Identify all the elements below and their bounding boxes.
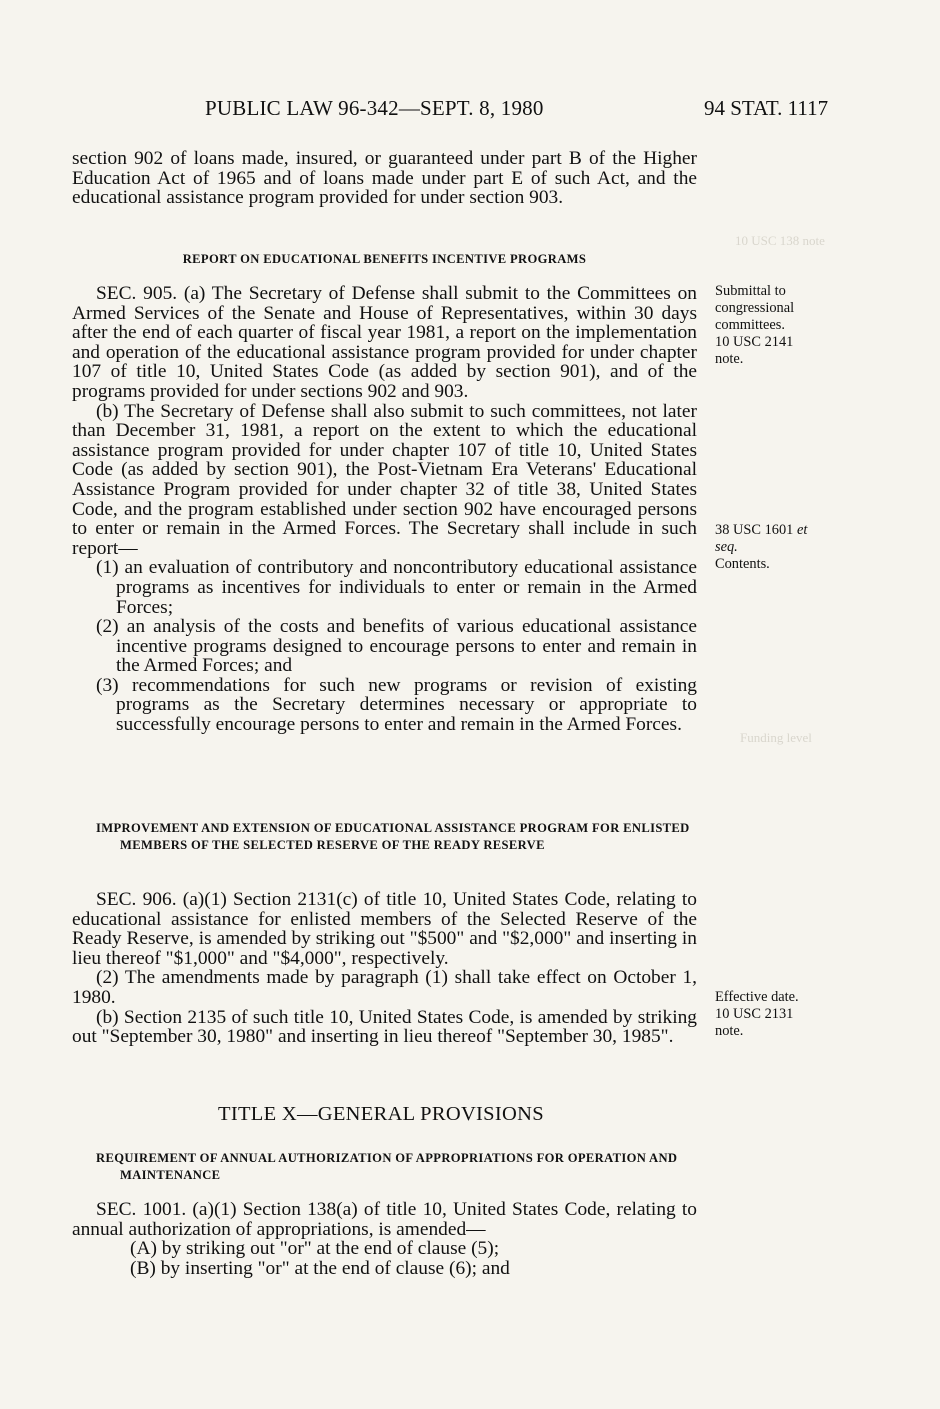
title-x-heading: TITLE X—GENERAL PROVISIONS <box>218 1103 544 1125</box>
bleed-through-text: Funding level <box>740 730 812 745</box>
section-906-para-a1: SEC. 906. (a)(1) Section 2131(c) of title 10, United States Code, relating to educational assistance for enlisted members of the Selected Reserve of the Ready Reserve, is amended by striking out "$500" and "$2,000" and inserting in lieu thereof "$1,000" and "$4,000", respectively. <box>72 889 697 969</box>
margin-note-effective-date: Effective date. 10 USC 2131 note. <box>715 989 799 1039</box>
intro-paragraph <box>72 149 697 208</box>
list-item: (1) an evaluation of contributory and noncontributory educational assistance programs as incentives for individuals to enter or remain in the Armed Forces; <box>96 557 697 618</box>
section-1001-body <box>72 1200 697 1278</box>
section-906-heading: IMPROVEMENT AND EXTENSION OF EDUCATIONAL ASSISTANCE PROGRAM FOR ENLISTED MEMBERS OF THE SELECTED RESERVE OF THE READY RESERVE <box>96 821 690 852</box>
list-item: (3) recommendations for such new programs or revision of existing programs as the Secretary determines necessary or appropriate to successfully encourage persons to enter and remain in the Armed Forces. <box>96 674 697 736</box>
margin-note-38-usc: 38 USC 1601 et seq. Contents. <box>715 522 808 572</box>
section-1001-heading: REQUIREMENT OF ANNUAL AUTHORIZATION OF APPROPRIATIONS FOR OPERATION AND MAINTENANCE <box>96 1151 678 1182</box>
section-905-heading: REPORT ON EDUCATIONAL BENEFITS INCENTIVE PROGRAMS <box>182 252 587 266</box>
section-905-para-b: (b) The Secretary of Defense shall also submit to such committees, not later than December 31, 1981, a report on the extent to which the educational assistance program provided for under chapter 107 of title 10, United States Code (as added by section 901), the Post-Vietnam Era Veterans' Educational Assistance Program provided for under chapter 32 of title 38, United States Code, and the program established under section 902 have encouraged persons to enter or remain in the Armed Forces. The Secretary shall include in such report— <box>72 400 697 559</box>
section-906-para-a2: (2) The amendments made by paragraph (1) shall take effect on October 1, 1980. <box>72 967 697 1008</box>
section-1001-para: SEC. 1001. (a)(1) Section 138(a) of title 10, United States Code, relating to annual authorization of appropriations, is amended— <box>72 1199 697 1240</box>
list-item: (A) by striking out "or" at the end of clause (5); <box>130 1238 500 1260</box>
section-905-body <box>72 284 697 735</box>
section-905-para-a: SEC. 905. (a) The Secretary of Defense shall submit to the Committees on Armed Services of the Senate and House of Representatives, within 30 days after the end of each quarter of fiscal year 1981, a report on the implementation and operation of the educational assistance program provided for under chapter 107 of title 10, United States Code (as added by section 901), and of the programs provided for under sections 902 and 903. <box>72 283 697 402</box>
section-906-body <box>72 890 697 1047</box>
margin-note-submittal: Submittal to congressional committees. 10 USC 2141 note. <box>715 283 795 367</box>
section-906-para-b: (b) Section 2135 of such title 10, United States Code, is amended by striking out "September 30, 1980" and inserting in lieu thereof "September 30, 1985". <box>72 1006 697 1048</box>
list-item: (2) an analysis of the costs and benefits of various educational assistance incentive programs designed to encourage persons to enter and remain in the Armed Forces; and <box>96 616 697 677</box>
list-item: (B) by inserting "or" at the end of clause (6); and <box>130 1257 510 1279</box>
page-header-stat: 94 STAT. 1117 <box>704 96 829 120</box>
bleed-through-text: 10 USC 138 note <box>735 233 825 248</box>
page-header-title: PUBLIC LAW 96-342—SEPT. 8, 1980 <box>205 96 544 120</box>
paragraph: section 902 of loans made, insured, or guaranteed under part B of the Higher Education Act of 1965 and of loans made under part E of such Act, and the educational assistance program provided for under section 903. <box>72 148 697 209</box>
